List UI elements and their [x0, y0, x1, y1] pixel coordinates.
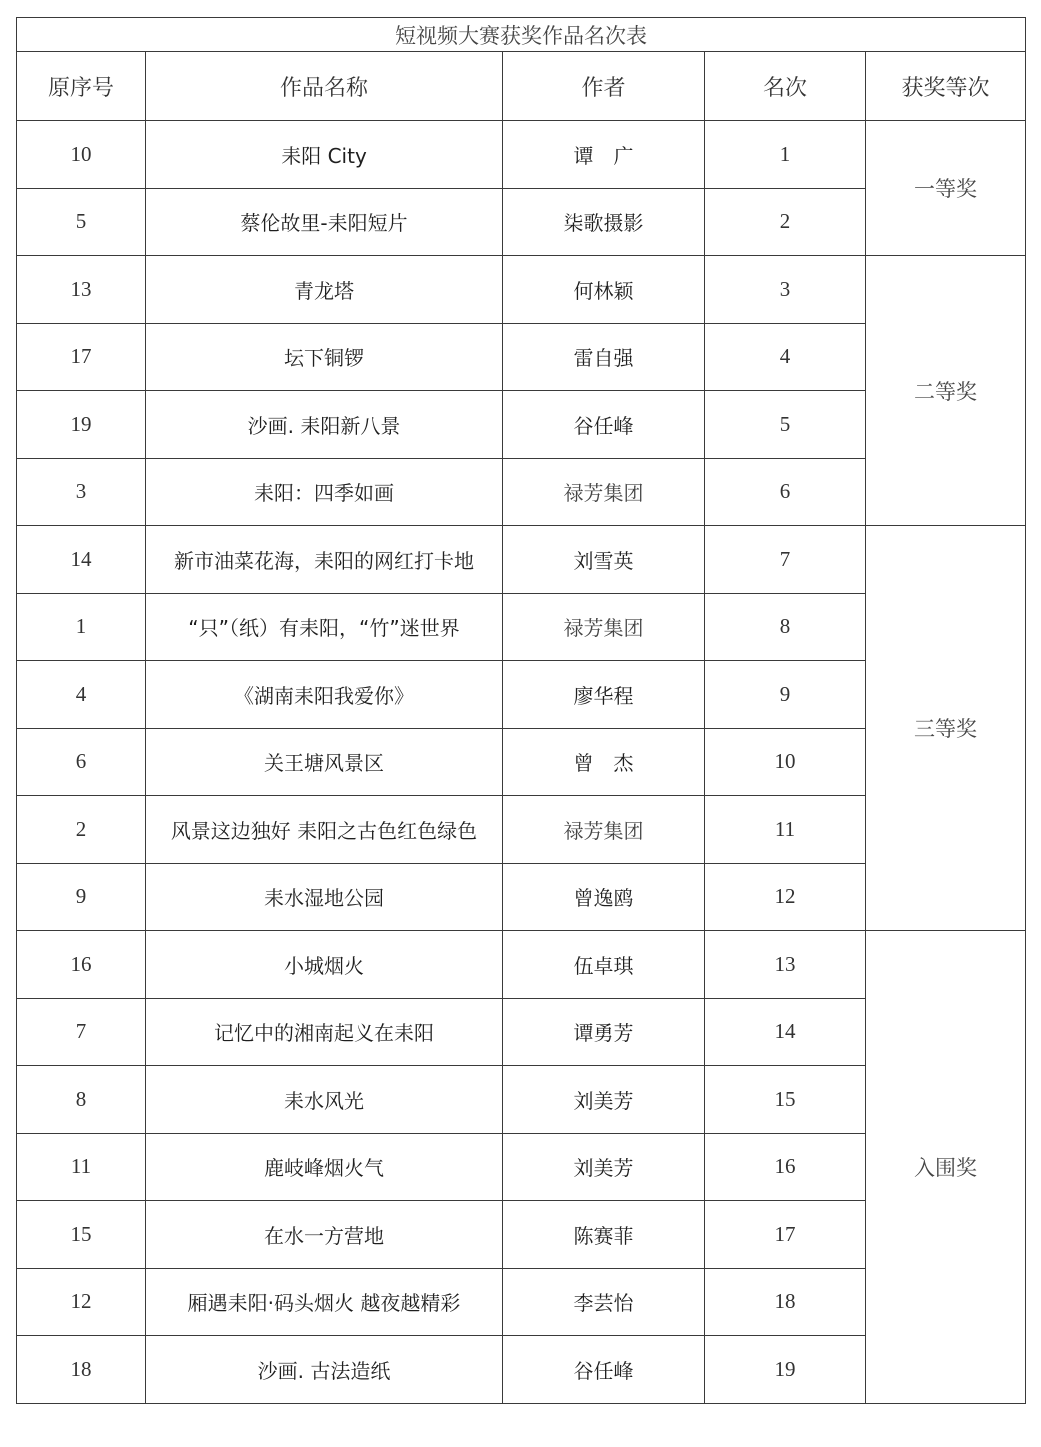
- prize-level-cell: 三等奖: [866, 526, 1026, 931]
- rank-cell: 5: [705, 391, 866, 459]
- work-name-cell: 风景这边独好 耒阳之古色红色绿色: [146, 796, 503, 864]
- orig-no-cell: 15: [17, 1201, 146, 1269]
- orig-no-cell: 3: [17, 458, 146, 526]
- work-name-cell: 蔡伦故里-耒阳短片: [146, 188, 503, 256]
- rank-cell: 2: [705, 188, 866, 256]
- rank-cell: 11: [705, 796, 866, 864]
- author-cell: 刘美芳: [503, 1133, 705, 1201]
- orig-no-cell: 10: [17, 121, 146, 189]
- author-cell: 陈赛菲: [503, 1201, 705, 1269]
- orig-no-cell: 1: [17, 593, 146, 661]
- prize-level-cell: 二等奖: [866, 256, 1026, 526]
- orig-no-cell: 4: [17, 661, 146, 729]
- author-cell: 谷任峰: [503, 391, 705, 459]
- work-name-cell: 耒阳 City: [146, 121, 503, 189]
- author-cell: 谭勇芳: [503, 998, 705, 1066]
- orig-no-cell: 16: [17, 931, 146, 999]
- work-name-cell: 新市油菜花海，耒阳的网红打卡地: [146, 526, 503, 594]
- rank-cell: 18: [705, 1268, 866, 1336]
- work-name-cell: 沙画. 耒阳新八景: [146, 391, 503, 459]
- author-cell: 曾 杰: [503, 728, 705, 796]
- author-cell: 伍卓琪: [503, 931, 705, 999]
- rank-cell: 9: [705, 661, 866, 729]
- rank-cell: 6: [705, 458, 866, 526]
- orig-no-cell: 17: [17, 323, 146, 391]
- work-name-cell: 在水一方营地: [146, 1201, 503, 1269]
- prize-level-cell: 一等奖: [866, 121, 1026, 256]
- author-cell: 曾逸鸥: [503, 863, 705, 931]
- author-cell: 雷自强: [503, 323, 705, 391]
- author-cell: 谷任峰: [503, 1336, 705, 1404]
- rank-cell: 17: [705, 1201, 866, 1269]
- author-cell: 廖华程: [503, 661, 705, 729]
- prize-level-cell: 入围奖: [866, 931, 1026, 1404]
- header-rank: 名次: [705, 52, 866, 121]
- work-name-cell: 关王塘风景区: [146, 728, 503, 796]
- author-cell: 刘美芳: [503, 1066, 705, 1134]
- orig-no-cell: 7: [17, 998, 146, 1066]
- rank-cell: 14: [705, 998, 866, 1066]
- work-name-cell: 耒水湿地公园: [146, 863, 503, 931]
- author-cell: 柒歌摄影: [503, 188, 705, 256]
- work-name-cell: 青龙塔: [146, 256, 503, 324]
- author-cell: 禄芳集团: [503, 458, 705, 526]
- orig-no-cell: 18: [17, 1336, 146, 1404]
- header-author: 作者: [503, 52, 705, 121]
- rank-cell: 8: [705, 593, 866, 661]
- orig-no-cell: 19: [17, 391, 146, 459]
- header-row: [17, 52, 1026, 121]
- work-name-cell: 坛下铜锣: [146, 323, 503, 391]
- author-cell: 李芸怡: [503, 1268, 705, 1336]
- header-prize-level: 获奖等次: [866, 52, 1026, 121]
- orig-no-cell: 13: [17, 256, 146, 324]
- work-name-cell: 小城烟火: [146, 931, 503, 999]
- author-cell: 禄芳集团: [503, 593, 705, 661]
- work-name-cell: 耒阳：四季如画: [146, 458, 503, 526]
- orig-no-cell: 2: [17, 796, 146, 864]
- author-cell: 何林颖: [503, 256, 705, 324]
- header-work-name: 作品名称: [146, 52, 503, 121]
- work-name-cell: 《湖南耒阳我爱你》: [146, 661, 503, 729]
- award-ranking-table: [16, 17, 1026, 1404]
- orig-no-cell: 6: [17, 728, 146, 796]
- table-row: [17, 121, 1026, 189]
- rank-cell: 13: [705, 931, 866, 999]
- work-name-cell: 记忆中的湘南起义在耒阳: [146, 998, 503, 1066]
- rank-cell: 1: [705, 121, 866, 189]
- rank-cell: 19: [705, 1336, 866, 1404]
- rank-cell: 3: [705, 256, 866, 324]
- work-name-cell: “只”（纸）有耒阳，“竹”迷世界: [146, 593, 503, 661]
- author-cell: 谭 广: [503, 121, 705, 189]
- orig-no-cell: 11: [17, 1133, 146, 1201]
- rank-cell: 7: [705, 526, 866, 594]
- work-name-cell: 耒水风光: [146, 1066, 503, 1134]
- orig-no-cell: 5: [17, 188, 146, 256]
- author-cell: 禄芳集团: [503, 796, 705, 864]
- rank-cell: 4: [705, 323, 866, 391]
- rank-cell: 15: [705, 1066, 866, 1134]
- orig-no-cell: 9: [17, 863, 146, 931]
- orig-no-cell: 12: [17, 1268, 146, 1336]
- work-name-cell: 鹿岐峰烟火气: [146, 1133, 503, 1201]
- title-row: [17, 18, 1026, 52]
- rank-cell: 10: [705, 728, 866, 796]
- work-name-cell: 厢遇耒阳·码头烟火 越夜越精彩: [146, 1268, 503, 1336]
- author-cell: 刘雪英: [503, 526, 705, 594]
- orig-no-cell: 14: [17, 526, 146, 594]
- orig-no-cell: 8: [17, 1066, 146, 1134]
- rank-cell: 12: [705, 863, 866, 931]
- table-row: [17, 256, 1026, 324]
- table-row: [17, 931, 1026, 999]
- table-row: [17, 526, 1026, 594]
- header-orig-no: 原序号: [17, 52, 146, 121]
- work-name-cell: 沙画. 古法造纸: [146, 1336, 503, 1404]
- table-title: 短视频大赛获奖作品名次表: [17, 18, 1026, 52]
- rank-cell: 16: [705, 1133, 866, 1201]
